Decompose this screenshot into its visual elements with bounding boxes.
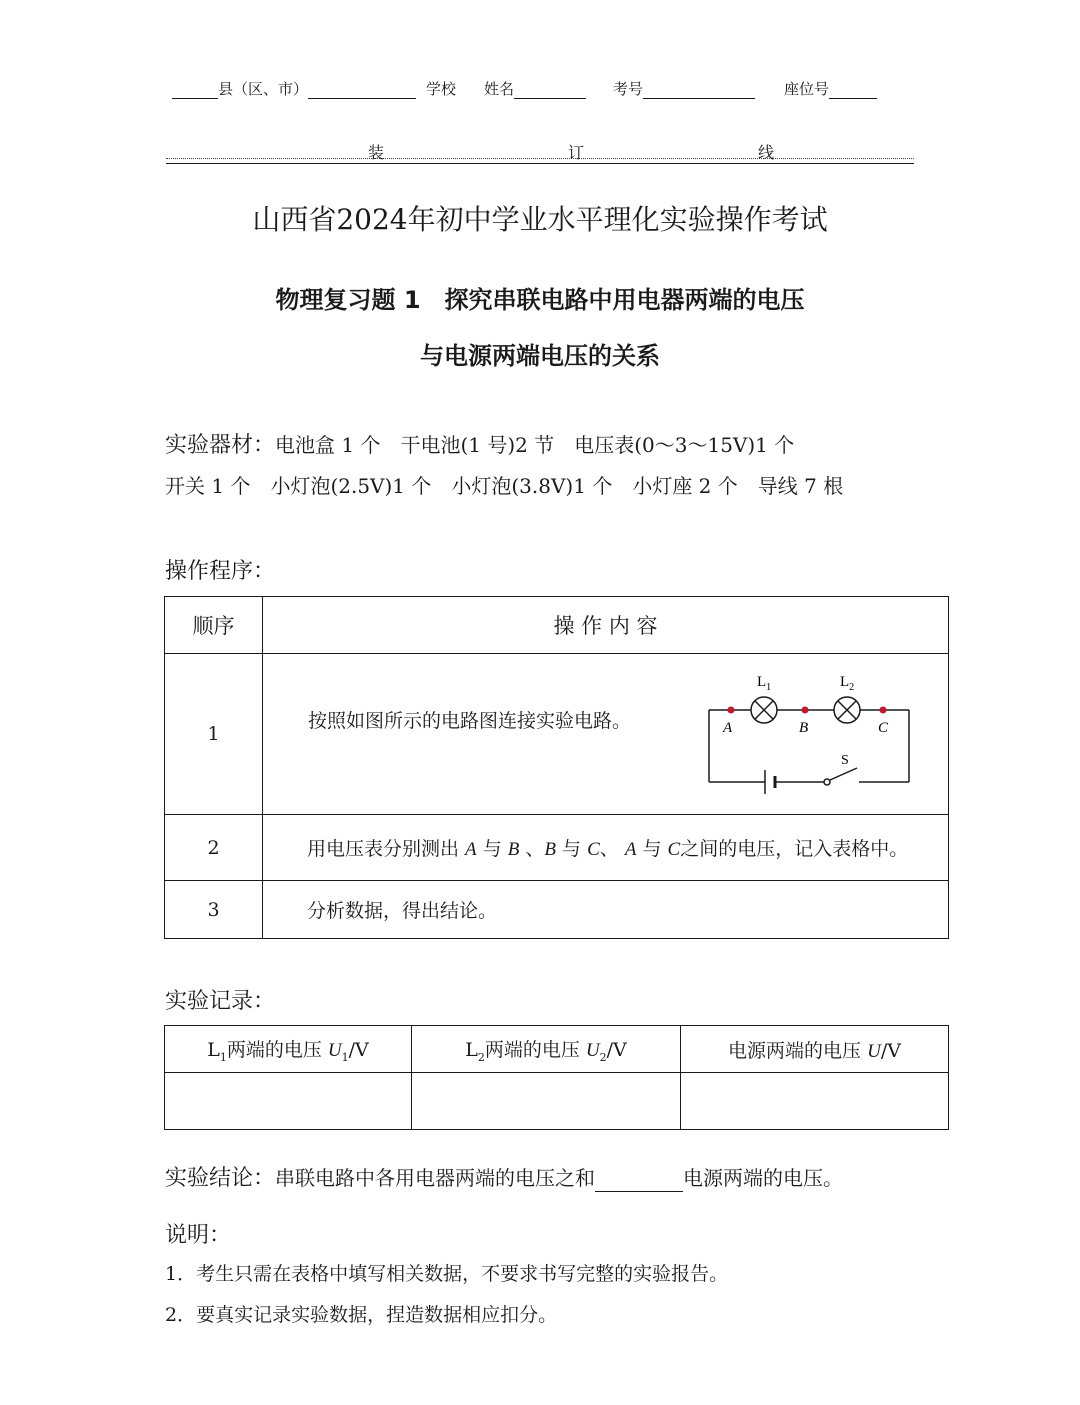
name-field[interactable]: 姓名 — [484, 78, 586, 99]
step-content: 用电压表分别测出 A 与 B 、B 与 C、 A 与 C之间的电压，记入表格中。 — [263, 815, 949, 881]
step-content — [263, 654, 949, 815]
dotted-divider — [166, 158, 914, 159]
record-table — [164, 1025, 949, 1130]
conclusion-text-before: 串联电路中各用电器两端的电压之和 — [275, 1166, 596, 1190]
l1-voltage-header: $L_1$两端的电压 $U_1/V$ — [165, 1026, 412, 1073]
table-row — [165, 881, 949, 939]
county-field[interactable]: 县（区、市） — [172, 78, 416, 99]
col-order-header: 顺序 — [165, 597, 263, 654]
note-item: 1．考生只需在表格中填写相关数据，不要求书写完整的实验报告。 — [165, 1263, 729, 1285]
table-row — [165, 815, 949, 881]
source-voltage-cell[interactable] — [681, 1073, 949, 1130]
materials-text-1: 电池盒 1 个 干电池(1 号)2 节 电压表(0～3～15V)1 个 — [275, 433, 795, 457]
node-c-label: C — [878, 720, 889, 736]
switch-icon — [824, 768, 869, 785]
subtitle-line-1: 物理复习题 1 探究串联电路中用电器两端的电压 — [275, 286, 805, 314]
candidate-info-header — [0, 78, 1080, 100]
school-field[interactable]: 学校 — [426, 80, 457, 98]
binding-char: 线 — [758, 143, 775, 162]
table-header-row — [165, 597, 949, 654]
step-number: 1 — [165, 654, 263, 815]
step-number: 3 — [165, 881, 263, 939]
table-header-row — [165, 1026, 949, 1073]
binding-char: 订 — [568, 143, 585, 162]
col-content-header: 操 作 内 容 — [263, 597, 949, 654]
binding-char: 装 — [368, 143, 385, 162]
notes-heading: 说明： — [165, 1223, 232, 1248]
record-heading: 实验记录： — [165, 989, 276, 1014]
step-text: 按照如图所示的电路图连接实验电路。 — [308, 710, 632, 732]
procedure-table — [164, 596, 949, 939]
circuit-diagram — [703, 666, 923, 796]
solid-divider — [166, 163, 914, 164]
table-row — [165, 654, 949, 815]
lamp-l2-label: $L_2$ — [840, 674, 855, 693]
conclusion-text-after: 电源两端的电压。 — [683, 1166, 844, 1190]
materials-label: 实验器材： — [165, 433, 276, 458]
conclusion-label: 实验结论： — [165, 1166, 276, 1191]
battery-icon — [765, 770, 775, 794]
procedure-heading: 操作程序： — [165, 559, 276, 584]
note-item: 2．要真实记录实验数据，捏造数据相应扣分。 — [165, 1304, 558, 1326]
l2-voltage-header: $L_2$两端的电压 $U_2/V$ — [412, 1026, 681, 1073]
l1-voltage-cell[interactable] — [165, 1073, 412, 1130]
materials-line-2: 开关 1 个 小灯泡(2.5V)1 个 小灯泡(3.8V)1 个 小灯座 2 个 导线 7 根 — [165, 474, 844, 498]
binding-line — [166, 140, 914, 164]
exam-title: 山西省2024年初中学业水平理化实验操作考试 — [252, 203, 828, 236]
materials-line-1 — [165, 428, 794, 459]
conclusion-line — [165, 1161, 843, 1192]
seat-number-field[interactable]: 座位号 — [784, 78, 877, 99]
node-b-label: B — [799, 720, 809, 736]
exam-number-field[interactable]: 考号 — [613, 78, 755, 99]
node-a-dot — [728, 707, 735, 714]
subtitle-line-2: 与电源两端电压的关系 — [420, 342, 660, 370]
step-number: 2 — [165, 815, 263, 881]
switch-label: S — [841, 753, 849, 768]
node-c-dot — [880, 707, 887, 714]
step-content: 分析数据，得出结论。 — [263, 881, 949, 939]
lamp-l2-icon — [834, 697, 860, 723]
conclusion-blank[interactable] — [595, 1171, 683, 1192]
node-b-dot — [802, 707, 809, 714]
lamp-l1-icon — [751, 697, 777, 723]
table-row — [165, 1073, 949, 1130]
source-voltage-header: 电源两端的电压 U/V — [681, 1026, 949, 1073]
node-a-label: A — [723, 720, 733, 736]
lamp-l1-label: $L_1$ — [757, 674, 772, 693]
l2-voltage-cell[interactable] — [412, 1073, 681, 1130]
